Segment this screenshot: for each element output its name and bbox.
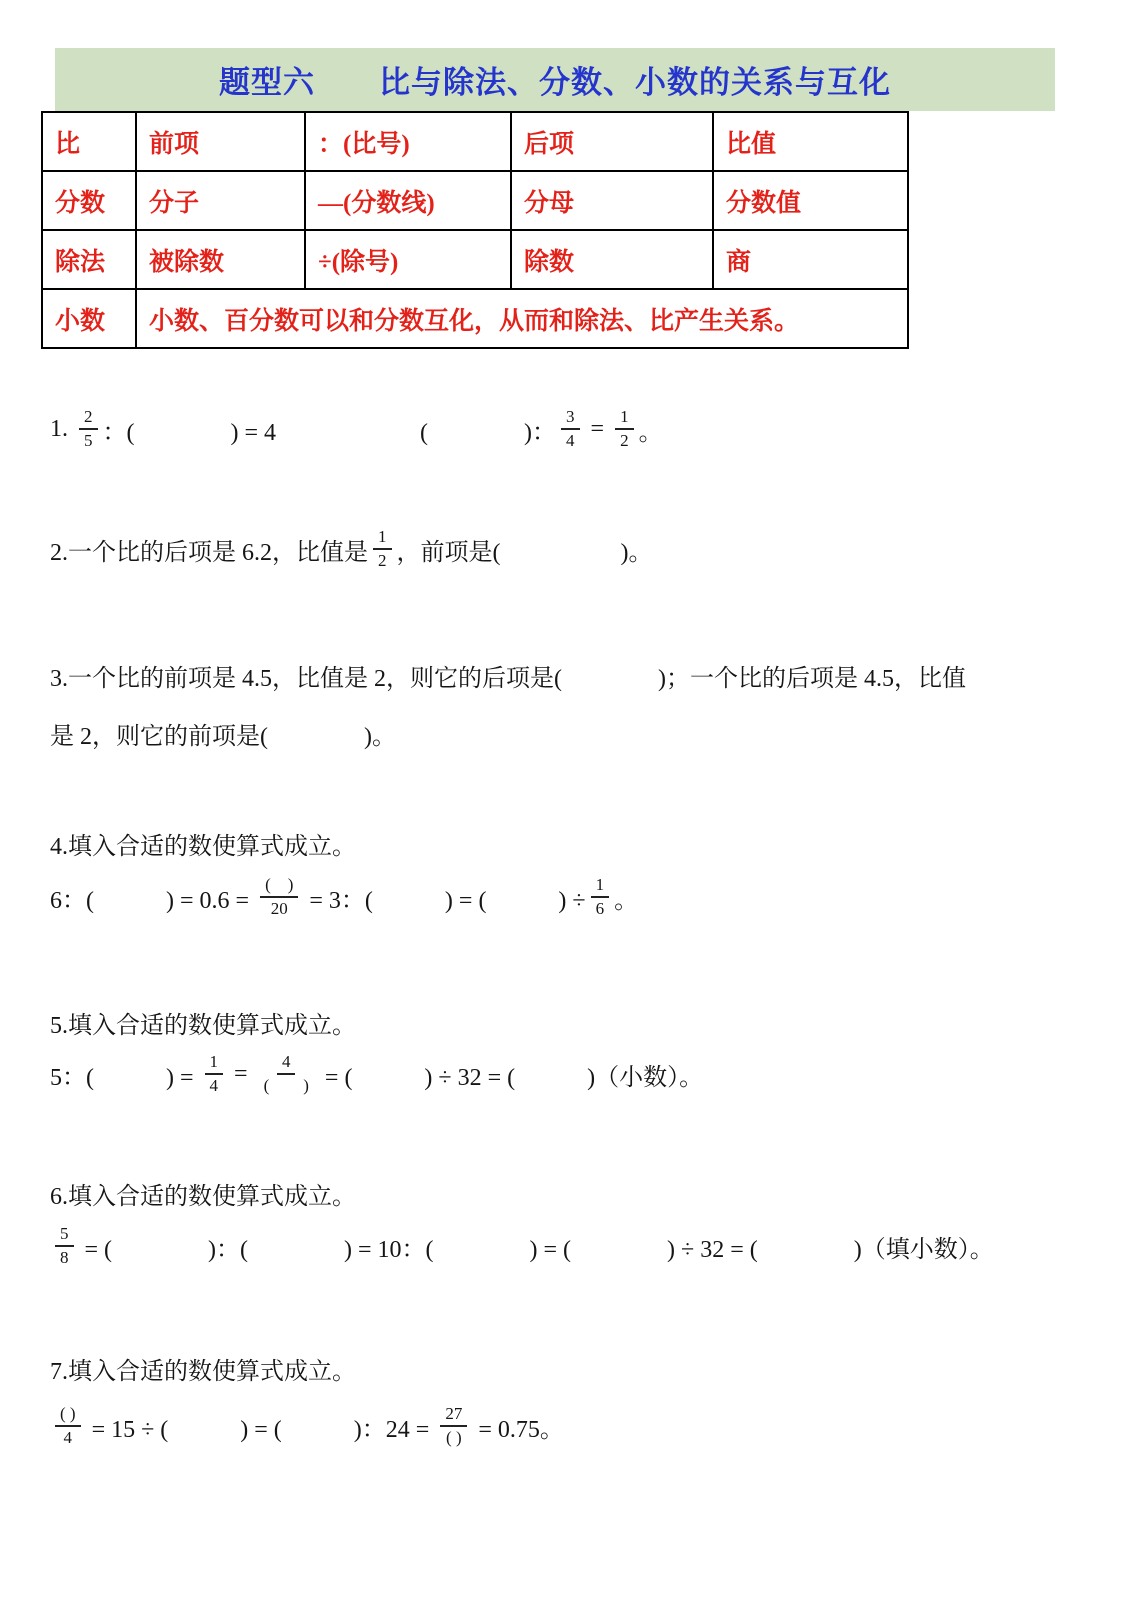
fraction xyxy=(373,527,392,572)
question-5-line xyxy=(50,1052,703,1097)
question-7-line xyxy=(50,1351,356,1386)
fraction-denominator: 4 xyxy=(63,1428,73,1448)
fraction xyxy=(205,1052,224,1097)
fraction xyxy=(55,1404,81,1449)
fraction-denominator: ( ) xyxy=(446,1428,462,1448)
question-text: ，前项是( )。 xyxy=(396,539,653,566)
fraction-denominator: 4 xyxy=(566,431,575,451)
fraction-denominator: 4 xyxy=(209,1076,219,1096)
table-row xyxy=(42,289,908,348)
question-text: 5.填入合适的数使算式成立。 xyxy=(50,1013,356,1039)
table-cell: 除数 xyxy=(511,230,713,289)
question-text: 。 xyxy=(614,887,639,914)
question-4-line xyxy=(50,826,356,861)
fraction-denominator: 6 xyxy=(595,899,605,919)
fraction-numerator: 1 xyxy=(591,875,610,898)
question-text: 6：( ) = 0.6 = xyxy=(50,887,256,914)
table-cell: 除法 xyxy=(42,230,136,289)
table-row xyxy=(42,230,908,289)
fraction-denominator: 8 xyxy=(60,1248,69,1268)
fraction xyxy=(440,1404,467,1449)
question-text: = xyxy=(584,415,611,442)
fraction xyxy=(591,875,610,920)
fraction-denominator: 2 xyxy=(620,431,629,451)
question-1-line xyxy=(50,407,663,452)
question-5-line xyxy=(50,1005,356,1040)
question-text: 1. xyxy=(50,415,74,442)
table-cell: 分数 xyxy=(42,171,136,230)
table-cell: 小数、百分数可以和分数互化，从而和除法、比产生关系。 xyxy=(136,289,908,348)
fraction xyxy=(79,407,98,452)
page-title: 题型六 比与除法、分数、小数的关系与互化 xyxy=(219,65,891,100)
question-text: 6.填入合适的数使算式成立。 xyxy=(50,1184,356,1210)
question-text: = 15 ÷ ( ) = ( )：24 = xyxy=(85,1416,436,1443)
question-text: = 3：( ) = ( ) ÷ xyxy=(303,887,586,914)
question-text: 3.一个比的前项是 4.5，比值是 2，则它的后项是( )；一个比的后项是 4.5，比值 xyxy=(50,666,966,692)
table-row xyxy=(42,112,908,171)
fraction-denominator: ( ) xyxy=(263,1076,309,1096)
table-cell: 比 xyxy=(42,112,136,171)
fraction xyxy=(561,407,580,452)
table-cell: 分母 xyxy=(511,171,713,230)
table-cell: 被除数 xyxy=(136,230,305,289)
question-text: 。 xyxy=(638,419,663,446)
question-6-line xyxy=(50,1176,356,1211)
question-text: 是 2，则它的前项是( )。 xyxy=(50,724,396,750)
fraction-numerator: ( ) xyxy=(55,1404,81,1427)
table-cell: —(分数线) xyxy=(305,171,511,230)
table-cell: 商 xyxy=(713,230,908,289)
fraction-numerator: 4 xyxy=(277,1052,296,1075)
fraction xyxy=(260,875,298,920)
question-text: 2.一个比的后项是 6.2，比值是 xyxy=(50,539,368,566)
question-text: = ( ) ÷ 32 = ( )（小数）。 xyxy=(318,1064,704,1091)
fraction-numerator: 1 xyxy=(615,407,634,430)
question-text: ：( ) = 4 ( )： xyxy=(102,419,557,446)
question-3-line xyxy=(50,658,966,693)
question-4-line xyxy=(50,875,638,920)
table-cell: 分数值 xyxy=(713,171,908,230)
question-text: 7.填入合适的数使算式成立。 xyxy=(50,1359,356,1385)
fraction-denominator: 5 xyxy=(84,431,93,451)
fraction-denominator: 2 xyxy=(378,551,387,571)
question-text: 4.填入合适的数使算式成立。 xyxy=(50,834,356,860)
fraction xyxy=(615,407,634,452)
fraction-numerator: 1 xyxy=(205,1052,224,1075)
question-text: 5：( ) = xyxy=(50,1064,200,1091)
question-6-line xyxy=(50,1224,994,1269)
fraction-numerator: ( ) xyxy=(260,875,298,898)
table-cell: 后项 xyxy=(511,112,713,171)
table-cell: 前项 xyxy=(136,112,305,171)
table-cell: 小数 xyxy=(42,289,136,348)
question-3-line xyxy=(50,716,396,751)
relation-table xyxy=(41,111,909,349)
fraction xyxy=(55,1224,74,1269)
question-text: = ( )：( ) = 10：( ) = ( ) ÷ 32 = ( )（填小数）。 xyxy=(78,1236,994,1263)
header-banner xyxy=(55,48,1055,111)
fraction-denominator: 20 xyxy=(270,899,288,919)
fraction-numerator: 27 xyxy=(440,1404,467,1427)
relation-table-body xyxy=(42,112,908,348)
fraction-numerator: 1 xyxy=(373,527,392,550)
fraction-numerator: 3 xyxy=(561,407,580,430)
question-7-line xyxy=(50,1404,564,1449)
table-cell: ：(比号) xyxy=(305,112,511,171)
question-2-line xyxy=(50,527,652,572)
table-row xyxy=(42,171,908,230)
fraction xyxy=(259,1052,314,1097)
fraction-numerator: 5 xyxy=(55,1224,74,1247)
fraction-numerator: 2 xyxy=(79,407,98,430)
table-cell: 比值 xyxy=(713,112,908,171)
table-cell: ÷(除号) xyxy=(305,230,511,289)
question-text: = 0.75。 xyxy=(472,1416,564,1443)
question-text: = xyxy=(228,1060,254,1087)
table-cell: 分子 xyxy=(136,171,305,230)
